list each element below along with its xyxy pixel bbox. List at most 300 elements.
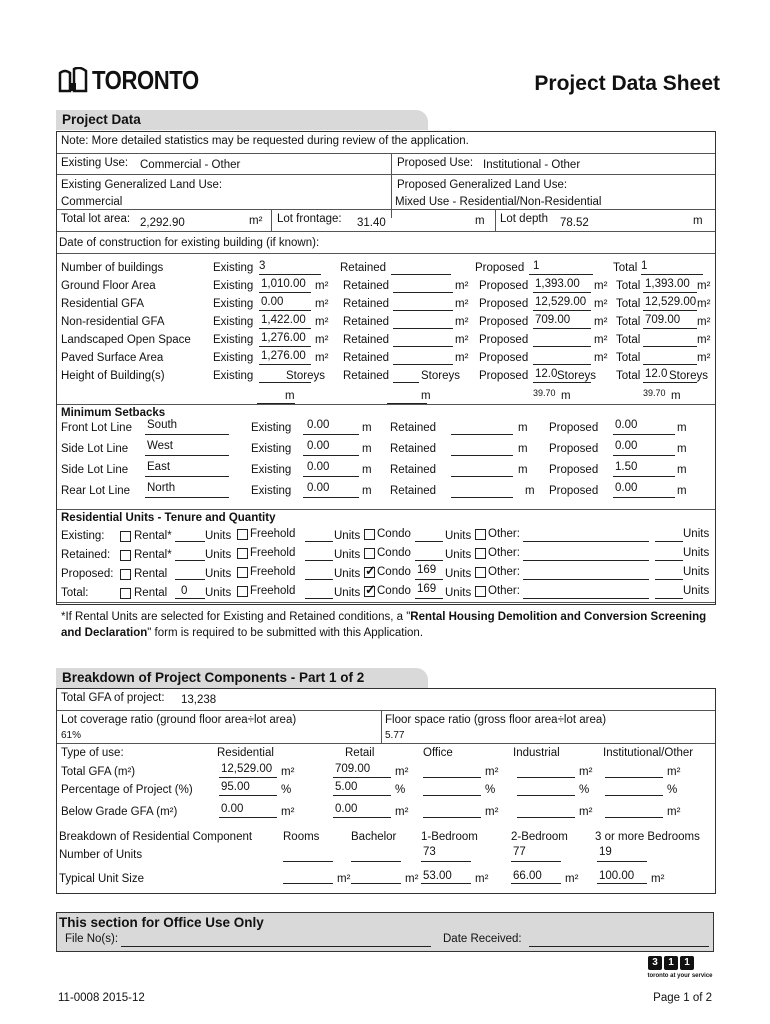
col-total-label: Total (616, 280, 641, 292)
col-existing-label: Existing (213, 262, 254, 274)
unit-label: m² (455, 316, 469, 328)
unit-type-header: 2-Bedroom (511, 831, 568, 843)
typical-unit-label: Typical Unit Size (59, 873, 145, 885)
unit-type-header: Bachelor (351, 831, 397, 843)
stats-row-label: Paved Surface Area (61, 352, 164, 364)
breakdown-field[interactable] (517, 777, 575, 778)
total-value[interactable]: 12.0 (645, 368, 668, 380)
setback-retained-label: Retained (390, 422, 437, 434)
rental-checkbox[interactable] (120, 588, 131, 599)
freehold-checkbox[interactable] (237, 548, 248, 559)
proposed-value[interactable]: 1,393.00 (535, 278, 580, 290)
unit-label: m² (395, 806, 409, 818)
office-use-title: This section for Office Use Only (59, 915, 264, 930)
freehold-checkbox[interactable] (237, 529, 248, 540)
col-existing-label: Existing (213, 334, 254, 346)
file-no-label: File No(s): (65, 933, 119, 945)
col-retained-label: Retained (343, 334, 390, 346)
other-checkbox[interactable] (475, 586, 486, 597)
other-units-field[interactable] (655, 579, 683, 580)
lot-frontage-unit: m (475, 215, 485, 227)
setback-proposed-value[interactable]: 0.00 (615, 440, 638, 452)
stats-row-label: Non-residential GFA (61, 316, 165, 328)
rental-checkbox[interactable] (120, 550, 131, 561)
total-value[interactable]: 1 (641, 260, 648, 272)
section-title-breakdown: Breakdown of Project Components - Part 1 of 2 (56, 668, 428, 688)
existing-field[interactable] (259, 292, 311, 293)
lot-area-label: Total lot area: (61, 213, 131, 225)
total-value[interactable]: 709.00 (645, 314, 681, 326)
freehold-label: Freehold (250, 547, 296, 559)
condo-units-field[interactable] (415, 598, 443, 599)
unit-size-field[interactable] (421, 883, 471, 884)
condo-units-field[interactable] (415, 579, 443, 580)
condo-units-value[interactable]: 169 (417, 564, 437, 576)
proposed-value[interactable]: 709.00 (535, 314, 571, 326)
total-field[interactable] (643, 310, 697, 311)
units-label: Units (205, 568, 232, 580)
total-field[interactable] (641, 274, 703, 275)
unit-label: m² (475, 873, 489, 885)
rental-checkbox[interactable] (120, 569, 131, 580)
document-title: Project Data Sheet (534, 72, 720, 95)
setback-proposed-label: Proposed (549, 422, 599, 434)
units-label: Units (334, 530, 361, 542)
use-column-header: Office (423, 747, 453, 759)
breakdown-field[interactable] (219, 777, 277, 778)
setback-direction[interactable]: East (147, 461, 171, 473)
form-number: 11-0008 2015-12 (58, 992, 145, 1004)
units-row-label: Total: (61, 587, 89, 599)
unit-size-field[interactable] (597, 883, 647, 884)
setback-proposed-field[interactable] (613, 476, 675, 477)
units-label: Units (334, 587, 361, 599)
unit-label: m² (594, 334, 608, 346)
setback-retained-field[interactable] (451, 455, 513, 456)
total-field[interactable] (643, 364, 697, 365)
breakdown-row-label: Percentage of Project (%) (61, 784, 193, 796)
breakdown-value[interactable]: 12,529.00 (221, 763, 273, 775)
existing-field[interactable] (259, 328, 311, 329)
proposed-field[interactable] (533, 346, 591, 347)
setback-proposed-field[interactable] (613, 497, 675, 498)
setback-proposed-label: Proposed (549, 443, 599, 455)
unit-size-value[interactable]: 66.00 (513, 870, 542, 882)
setback-existing-field[interactable] (303, 455, 359, 456)
unit-label: m (518, 443, 528, 455)
breakdown-field[interactable] (423, 817, 481, 818)
unit-label: Storeys (669, 370, 708, 382)
proposed-field[interactable] (533, 310, 591, 311)
setback-existing-value[interactable]: 0.00 (307, 419, 330, 431)
retained-field[interactable] (393, 310, 453, 311)
rental-label: Rental (134, 568, 168, 580)
unit-label: m² (667, 766, 681, 778)
condo-label: Condo (377, 585, 411, 597)
condo-checkbox[interactable] (364, 567, 375, 578)
setback-proposed-value[interactable]: 0.00 (615, 419, 638, 431)
setback-row-label: Side Lot Line (61, 443, 129, 455)
unit-size-value[interactable]: 53.00 (423, 870, 452, 882)
file-no-field[interactable] (121, 946, 431, 947)
existing-value[interactable]: 1,422.00 (261, 314, 306, 326)
breakdown-value[interactable]: 95.00 (221, 781, 250, 793)
lot-frontage-value[interactable]: 31.40 (357, 217, 386, 229)
retained-field[interactable] (393, 382, 419, 383)
setback-direction[interactable]: North (147, 482, 176, 494)
rental-units-field[interactable] (175, 579, 205, 580)
existing-use-value[interactable]: Commercial - Other (140, 159, 241, 171)
unit-count-field[interactable] (511, 861, 561, 862)
existing-field[interactable] (259, 364, 311, 365)
breakdown-field[interactable] (219, 817, 277, 818)
breakdown-field[interactable] (605, 795, 663, 796)
setback-row-label: Side Lot Line (61, 464, 129, 476)
setback-existing-field[interactable] (303, 476, 359, 477)
freehold-label: Freehold (250, 528, 296, 540)
existing-field[interactable] (259, 274, 321, 275)
rental-checkbox[interactable] (120, 531, 131, 542)
unit-label: m² (594, 298, 608, 310)
stats-row-label: Residential GFA (61, 298, 145, 310)
freehold-label: Freehold (250, 585, 296, 597)
col-retained-label: Retained (343, 280, 390, 292)
height-total-m[interactable]: 39.70 (643, 388, 666, 398)
condo-checkbox[interactable] (364, 548, 375, 559)
setback-direction[interactable]: South (147, 419, 178, 431)
units-label: Units (683, 547, 710, 559)
breakdown-field[interactable] (605, 777, 663, 778)
col-proposed-label: Proposed (479, 334, 529, 346)
unit-label: m² (667, 806, 681, 818)
unit-label: m² (579, 806, 593, 818)
units-label: Units (445, 549, 472, 561)
proposed-use-value[interactable]: Institutional - Other (483, 159, 581, 171)
direction-field[interactable] (145, 434, 229, 435)
proposed-field[interactable] (533, 328, 591, 329)
other-checkbox[interactable] (475, 567, 486, 578)
freehold-units-field[interactable] (305, 598, 333, 599)
height-proposed-m-unit: m (561, 390, 571, 402)
proposed-value[interactable]: 12.0 (535, 368, 558, 380)
freehold-units-field[interactable] (305, 579, 333, 580)
breakdown-field[interactable] (517, 817, 575, 818)
existing-field[interactable] (259, 382, 311, 383)
unit-label: m (677, 464, 687, 476)
unit-count-field[interactable] (421, 861, 471, 862)
freehold-label: Freehold (250, 566, 296, 578)
retained-field[interactable] (393, 328, 453, 329)
setback-retained-field[interactable] (451, 476, 513, 477)
col-retained-label: Retained (340, 262, 387, 274)
total-gfa-label: Total GFA of project: (61, 692, 165, 704)
unit-label: m² (315, 280, 329, 292)
proposed-value[interactable]: 1 (533, 260, 540, 272)
unit-label: m (525, 485, 535, 497)
stats-row-label: Landscaped Open Space (61, 334, 191, 346)
lot-coverage-label: Lot coverage ratio (ground floor area÷lot area) (61, 714, 297, 726)
units-label: Units (683, 585, 710, 597)
unit-size-value[interactable]: 100.00 (599, 870, 635, 882)
note-text: Note: More detailed statistics may be requested during review of the application. (61, 135, 469, 147)
proposed-land-use-label: Proposed Generalized Land Use: (397, 179, 568, 191)
units-row-label: Existing: (61, 530, 105, 542)
use-column-header: Retail (345, 747, 375, 759)
use-column-header: Industrial (513, 747, 560, 759)
breakdown-field[interactable] (517, 795, 575, 796)
setback-retained-label: Retained (390, 443, 437, 455)
total-field[interactable] (643, 382, 697, 383)
col-existing-label: Existing (213, 280, 254, 292)
unit-label: % (395, 784, 406, 796)
existing-land-use-label: Existing Generalized Land Use: (61, 179, 223, 191)
unit-label: m² (455, 298, 469, 310)
residential-units-title: Residential Units - Tenure and Quantity (61, 512, 276, 524)
unit-label: m² (594, 316, 608, 328)
rental-units-field[interactable] (175, 598, 205, 599)
setback-row-label: Rear Lot Line (61, 485, 131, 497)
freehold-units-field[interactable] (305, 541, 333, 542)
col-total-label: Total (613, 262, 638, 274)
total-field[interactable] (643, 346, 697, 347)
unit-count-field[interactable] (351, 861, 401, 862)
page-number: Page 1 of 2 (653, 992, 712, 1004)
units-label: Units (445, 530, 472, 542)
setback-existing-label: Existing (251, 485, 292, 497)
other-label: Other: (488, 528, 520, 540)
unit-label: % (667, 784, 678, 796)
other-units-field[interactable] (655, 560, 683, 561)
condo-checkbox[interactable] (364, 529, 375, 540)
setback-retained-label: Retained (390, 464, 437, 476)
breakdown-value[interactable]: 5.00 (335, 781, 358, 793)
other-label: Other: (488, 566, 520, 578)
height-proposed-m[interactable]: 39.70 (533, 388, 556, 398)
col-total-label: Total (616, 316, 641, 328)
col-retained-label: Retained (343, 370, 390, 382)
toronto-logo (58, 64, 218, 96)
unit-label: m² (697, 280, 711, 292)
other-desc-field[interactable] (523, 579, 649, 580)
other-units-field[interactable] (655, 541, 683, 542)
breakdown-field[interactable] (605, 817, 663, 818)
setback-retained-field[interactable] (451, 434, 513, 435)
unit-label: m² (315, 316, 329, 328)
rental-units-field[interactable] (175, 560, 205, 561)
unit-label: m² (697, 352, 711, 364)
unit-label: % (485, 784, 496, 796)
unit-label: m² (455, 334, 469, 346)
unit-label: Storeys (421, 370, 460, 382)
breakdown-value[interactable]: 0.00 (221, 803, 244, 815)
fsr-label: Floor space ratio (gross floor area÷lot area) (385, 714, 607, 726)
existing-field[interactable] (259, 310, 311, 311)
unit-size-field[interactable] (351, 883, 401, 884)
retained-field[interactable] (393, 346, 453, 347)
proposed-field[interactable] (533, 292, 591, 293)
breakdown-field[interactable] (423, 777, 481, 778)
existing-use-label: Existing Use: (61, 157, 129, 169)
breakdown-field[interactable] (333, 777, 391, 778)
other-units-field[interactable] (655, 598, 683, 599)
date-received-field[interactable] (529, 946, 709, 947)
setbacks-title: Minimum Setbacks (61, 407, 166, 419)
setback-row-label: Front Lot Line (61, 422, 132, 434)
freehold-checkbox[interactable] (237, 567, 248, 578)
units-label: Units (683, 528, 710, 540)
stats-row-label: Height of Building(s) (61, 370, 165, 382)
setback-retained-field[interactable] (451, 497, 513, 498)
col-existing-label: Existing (213, 352, 254, 364)
unit-label: Storeys (557, 370, 596, 382)
unit-label: m² (697, 298, 711, 310)
stats-row-label: Number of buildings (61, 262, 164, 274)
setback-existing-value[interactable]: 0.00 (307, 482, 330, 494)
unit-label: m² (594, 280, 608, 292)
condo-units-field[interactable] (415, 560, 443, 561)
unit-type-header: Rooms (283, 831, 320, 843)
use-column-header: Residential (217, 747, 274, 759)
breakdown-field[interactable] (333, 817, 391, 818)
existing-land-use-value[interactable]: Commercial (61, 196, 123, 208)
retained-field[interactable] (391, 274, 451, 275)
proposed-field[interactable] (533, 364, 591, 365)
unit-type-header: 3 or more Bedrooms (595, 831, 700, 843)
setback-existing-field[interactable] (303, 434, 359, 435)
breakdown-value[interactable]: 709.00 (335, 763, 371, 775)
fsr-value[interactable]: 5.77 (385, 730, 405, 741)
unit-label: m² (485, 806, 499, 818)
freehold-checkbox[interactable] (237, 586, 248, 597)
breakdown-field[interactable] (423, 795, 481, 796)
total-value[interactable]: 1,393.00 (645, 278, 690, 290)
rental-note (61, 609, 713, 641)
date-received-label: Date Received: (443, 933, 522, 945)
breakdown-box (56, 688, 716, 894)
condo-label: Condo (377, 566, 411, 578)
unit-label: m (677, 422, 687, 434)
units-label: Units (205, 549, 232, 561)
use-column-header: Institutional/Other (603, 747, 694, 759)
rental-units-field[interactable] (175, 541, 205, 542)
proposed-use-label: Proposed Use: (397, 157, 474, 169)
lot-depth-value[interactable]: 78.52 (560, 217, 589, 229)
unit-label: m² (565, 873, 579, 885)
unit-count-value[interactable]: 73 (423, 846, 436, 858)
setback-proposed-field[interactable] (613, 434, 675, 435)
proposed-value[interactable]: 12,529.00 (535, 296, 587, 308)
breakdown-field[interactable] (219, 795, 277, 796)
col-total-label: Total (616, 334, 641, 346)
breakdown-value[interactable]: 0.00 (335, 803, 358, 815)
col-existing-label: Existing (213, 370, 254, 382)
unit-count-value[interactable]: 19 (599, 846, 612, 858)
setback-existing-field[interactable] (303, 497, 359, 498)
number-of-units-label: Number of Units (59, 849, 143, 861)
other-checkbox[interactable] (475, 548, 486, 559)
freehold-units-field[interactable] (305, 560, 333, 561)
setback-existing-value[interactable]: 0.00 (307, 440, 330, 452)
col-total-label: Total (616, 370, 641, 382)
retained-field[interactable] (393, 364, 453, 365)
unit-size-field[interactable] (283, 883, 333, 884)
direction-field[interactable] (145, 476, 229, 477)
unit-label: m (362, 422, 372, 434)
setback-existing-value[interactable]: 0.00 (307, 461, 330, 473)
badge-digit: 3 (648, 956, 662, 970)
unit-label: m² (594, 352, 608, 364)
proposed-land-use-value[interactable]: Mixed Use - Residential/Non-Residential (395, 196, 602, 208)
existing-value[interactable]: 1,010.00 (261, 278, 306, 290)
col-total-label: Total (616, 352, 641, 364)
proposed-field[interactable] (529, 274, 593, 275)
units-label: Units (445, 568, 472, 580)
existing-value[interactable]: 1,276.00 (261, 350, 306, 362)
unit-count-field[interactable] (597, 861, 647, 862)
total-field[interactable] (643, 292, 697, 293)
total-field[interactable] (643, 328, 697, 329)
existing-field[interactable] (259, 346, 311, 347)
condo-units-value[interactable]: 169 (417, 583, 437, 595)
city-hall-icon (58, 67, 88, 93)
breakdown-field[interactable] (333, 795, 391, 796)
retained-field[interactable] (393, 292, 453, 293)
other-desc-field[interactable] (523, 541, 649, 542)
setback-proposed-field[interactable] (613, 455, 675, 456)
total-gfa-value[interactable]: 13,238 (181, 694, 217, 706)
lot-area-value[interactable]: 2,292.90 (140, 217, 185, 229)
existing-value[interactable]: 1,276.00 (261, 332, 306, 344)
condo-checkbox[interactable] (364, 586, 375, 597)
col-proposed-label: Proposed (479, 280, 529, 292)
rental-units-value[interactable]: 0 (181, 585, 188, 597)
height-total-m-unit: m (671, 390, 681, 402)
setback-existing-label: Existing (251, 464, 292, 476)
rental-label: Rental* (134, 549, 172, 561)
lot-coverage-value[interactable]: 61% (61, 730, 82, 741)
setback-existing-label: Existing (251, 443, 292, 455)
unit-label: m² (697, 316, 711, 328)
condo-units-field[interactable] (415, 541, 443, 542)
unit-count-field[interactable] (283, 861, 333, 862)
other-desc-field[interactable] (523, 560, 649, 561)
existing-value[interactable]: 3 (259, 260, 266, 272)
setback-proposed-label: Proposed (549, 464, 599, 476)
other-checkbox[interactable] (475, 529, 486, 540)
direction-field[interactable] (145, 497, 229, 498)
col-retained-label: Retained (343, 352, 390, 364)
unit-label: % (579, 784, 590, 796)
units-label: Units (205, 530, 232, 542)
setback-proposed-value[interactable]: 0.00 (615, 482, 638, 494)
total-value[interactable]: 12,529.00 (645, 296, 697, 308)
unit-label: m² (315, 352, 329, 364)
units-label: Units (445, 587, 472, 599)
setback-proposed-value[interactable]: 1.50 (615, 461, 638, 473)
setback-direction[interactable]: West (147, 440, 173, 452)
other-desc-field[interactable] (523, 598, 649, 599)
unit-label: m² (395, 766, 409, 778)
unit-count-value[interactable]: 77 (513, 846, 526, 858)
direction-field[interactable] (145, 455, 229, 456)
unit-label: m² (315, 298, 329, 310)
unit-label: m (518, 422, 528, 434)
proposed-field[interactable] (533, 382, 591, 383)
unit-size-field[interactable] (511, 883, 561, 884)
unit-label: m² (579, 766, 593, 778)
height-existing-m-unit: m (285, 390, 295, 402)
existing-value[interactable]: 0.00 (261, 296, 284, 308)
